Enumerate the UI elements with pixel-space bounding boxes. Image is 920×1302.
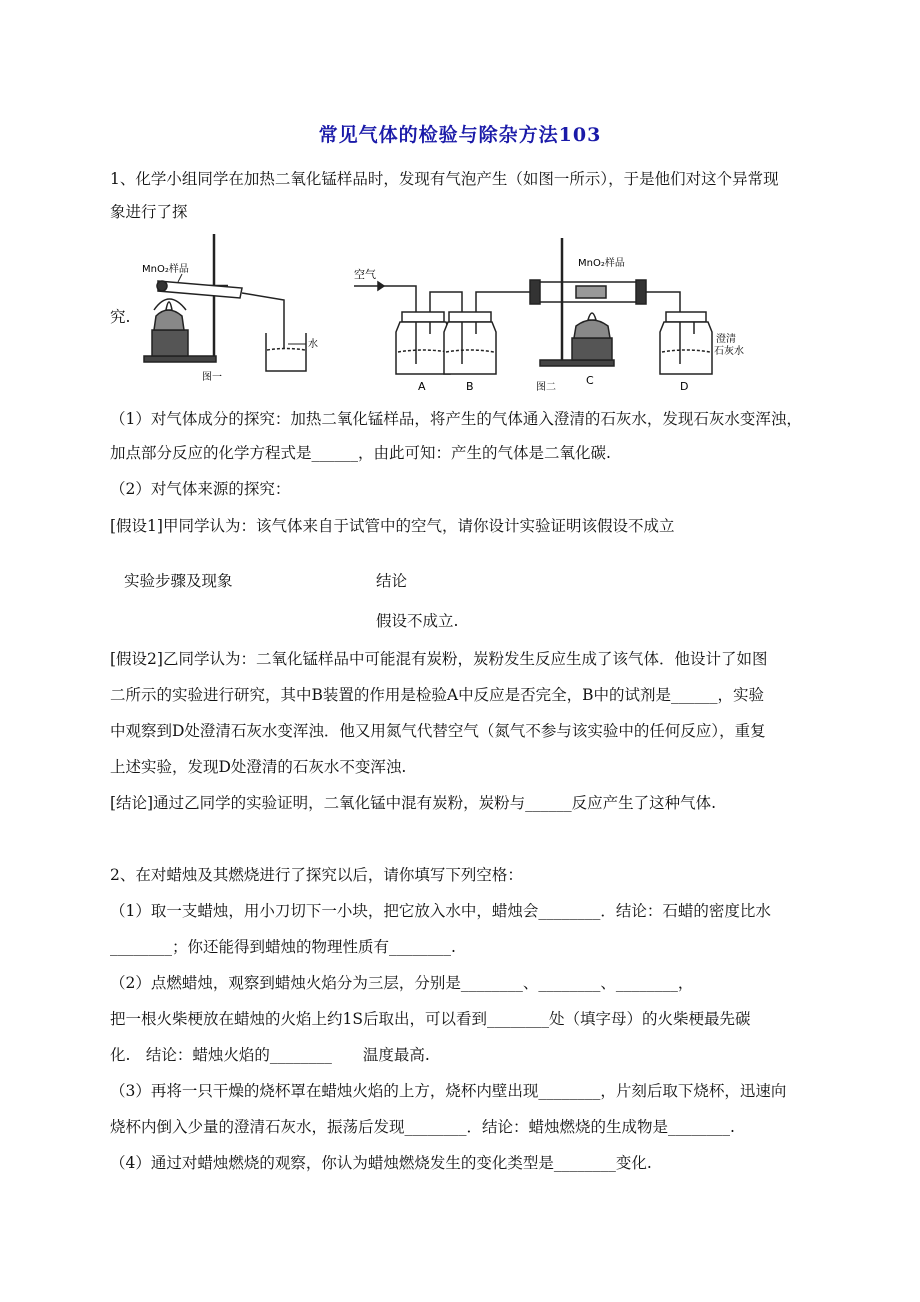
q2-part1-line-2: ________；你还能得到蜡烛的物理性质有________. (110, 938, 456, 956)
table-head-steps: 实验步骤及现象 (124, 572, 233, 590)
q2-part4: （4）通过对蜡烛燃烧的观察，你认为蜡烛燃烧发生的变化类型是________变化. (110, 1154, 652, 1172)
q2-part2-line-2: 把一根火柴梗放在蜡烛的火焰上约1S后取出，可以看到________处（填字母）的火柴梗最先碳 (110, 1010, 751, 1028)
fig2-label-b: B (466, 380, 474, 393)
test-tube (158, 281, 242, 298)
page-title: 常见气体的检验与除杂方法103 (318, 124, 602, 146)
q1-intro-line-2: 象进行了探 (110, 203, 188, 221)
beaker (266, 333, 306, 371)
q1-part2: （2）对气体来源的探究： (110, 480, 291, 498)
q1-hypothesis-2-line-1: [假设2]乙同学认为：二氧化锰样品中可能混有炭粉，炭粉发生反应生成了该气体．他设计了如图 (110, 650, 768, 668)
table-head-conclusion: 结论 (376, 572, 408, 590)
figure-2-apparatus (350, 234, 760, 394)
q1-intro-line-1: 1、化学小组同学在加热二氧化锰样品时，发现有气泡产生（如图一所示），于是他们对这个异常现 (110, 170, 779, 188)
q1-hypothesis-2-line-2: 二所示的实验进行研究，其中B装置的作用是检验A中反应是否完全，B中的试剂是______，实验 (110, 686, 764, 704)
q2-part1-line-1: （1）取一支蜡烛，用小刀切下一小块，把它放入水中，蜡烛会________．结论：石蜡的密度比水 (110, 902, 771, 920)
q1-conclusion: [结论]通过乙同学的实验证明，二氧化锰中混有炭粉，炭粉与______反应产生了这种气体. (110, 794, 717, 812)
alcohol-lamp (154, 310, 184, 330)
q2-intro: 2、在对蜡烛及其燃烧进行了探究以后，请你填写下列空格： (110, 866, 523, 884)
bottle-a (396, 322, 450, 374)
q1-part1-line-1: （1）对气体成分的探究：加热二氧化锰样品，将产生的气体通入澄清的石灰水，发现石灰水变浑浊， (110, 410, 802, 428)
q2-part2-line-3: 化. 结论：蜡烛火焰的________ 温度最高. (110, 1046, 430, 1064)
bottle-b (444, 322, 496, 374)
fig2-limewater-label-2: 石灰水 (714, 346, 744, 357)
q1-hypothesis-2-line-4: 上述实验，发现D处澄清的石灰水不变浑浊. (110, 758, 407, 776)
fig2-label-a: A (418, 380, 426, 393)
fig2-sample-label: MnO₂样品 (578, 258, 625, 269)
fig1-sample-label: MnO₂样品 (142, 264, 189, 275)
q1-hypothesis-2-line-3: 中观察到D处澄清石灰水变浑浊．他又用氮气代替空气（氮气不参与该实验中的任何反应），重复 (110, 722, 766, 740)
fig1-caption: 图一 (202, 372, 222, 383)
fig2-limewater-label-1: 澄清 (716, 334, 736, 345)
bottle-a-stopper (402, 312, 444, 322)
q1-part1-line-2: 加点部分反应的化学方程式是______，由此可知：产生的气体是二氧化碳. (110, 444, 611, 462)
q2-part3-line-2: 烧杯内倒入少量的澄清石灰水，振荡后发现________．结论：蜡烛燃烧的生成物是________. (110, 1118, 735, 1136)
stand-base (144, 356, 216, 362)
fig2-caption: 图二 (536, 382, 556, 393)
q1-hypothesis-1: [假设1]甲同学认为：该气体来自于试管中的空气，请你设计实验证明该假设不成立 (110, 517, 675, 535)
fig2-label-c: C (586, 374, 594, 387)
table-conclusion: 假设不成立. (376, 612, 459, 630)
fig2-label-d: D (680, 380, 689, 393)
fig1-water-label: 水 (308, 339, 318, 350)
figure-1-apparatus (138, 228, 338, 388)
q1-intro-line-3: 究. (110, 308, 131, 326)
q2-part3-line-1: （3）再将一只干燥的烧杯罩在蜡烛火焰的上方，烧杯内壁出现________，片刻后取下烧杯，迅速向 (110, 1082, 787, 1100)
wooden-block (152, 330, 188, 356)
bottle-d (660, 322, 712, 374)
delivery-tube (242, 293, 284, 348)
fig2-air-label: 空气 (354, 268, 376, 281)
q2-part2-line-1: （2）点燃蜡烛，观察到蜡烛火焰分为三层，分别是________、________、________， (110, 974, 694, 992)
